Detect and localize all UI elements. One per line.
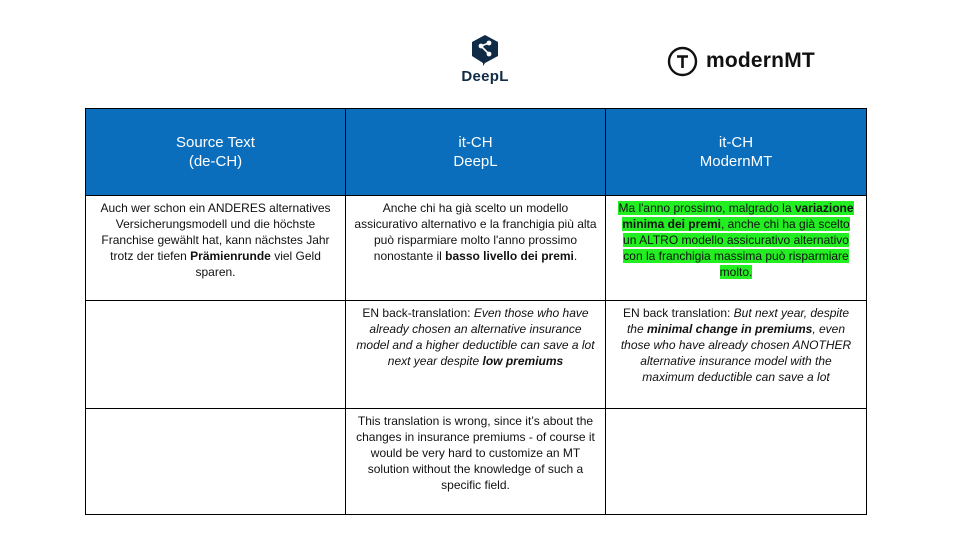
modernmt-translation-cell: [606, 196, 867, 301]
modernmt-logo-icon: [667, 46, 698, 77]
modernmt-translation-pre: Ma l'anno prossimo, malgrado la: [618, 201, 795, 215]
modernmt-back-translation-label: EN back translation:: [622, 306, 734, 320]
deepl-back-translation-bold: low premiums: [482, 354, 564, 368]
table-row: [86, 196, 867, 301]
deepl-back-translation-text: Even those who have already chosen an alternative insurance model and a higher deductible can save a lot next year despite: [356, 306, 595, 368]
modernmt-logo: [667, 45, 815, 77]
deepl-translation-post: .: [573, 249, 578, 263]
header-row: [86, 109, 867, 196]
modernmt-back-translation-post: , even those who have already chosen ANOTHER alternative insurance model with the maximum deductible can save a lot: [620, 322, 852, 384]
header-deepl-line1: it-CH: [458, 134, 493, 151]
modernmt-logo-text: modernMT: [706, 49, 815, 72]
header-modernmt: [606, 109, 867, 196]
empty-cell: [86, 301, 346, 409]
table-row: [86, 301, 867, 409]
deepl-back-translation-label: EN back-translation:: [362, 306, 474, 320]
source-text-bold: Prämienrunde: [190, 249, 271, 263]
comparison-table: [85, 108, 867, 515]
header-source-line2: (de-CH): [188, 153, 243, 170]
source-text-pre: Auch wer schon ein ANDERES alternatives Versicherungsmodell und die höchste Franchise gewählt hat, kann nächstes Jahr trotz der tiefen: [100, 201, 331, 263]
modernmt-back-translation-bold: minimal change in premiums: [646, 322, 813, 336]
modernmt-back-translation-cell: [606, 301, 867, 409]
header-source-line1: Source Text: [176, 134, 255, 151]
deepl-translation-pre: Anche chi ha già scelto un modello assicurativo alternativo e la franchigia più alta può risparmiare molto l'anno prossimo nonostante il: [354, 201, 597, 263]
deepl-logo-icon: [470, 34, 500, 66]
modernmt-translation-post: , anche chi ha già scelto un ALTRO modello assicurativo alternativo con la franchigia massima può risparmiare molto.: [623, 217, 850, 279]
modernmt-back-translation-pre: But next year, despite the: [626, 306, 850, 336]
header-modernmt-line2: ModernMT: [699, 153, 773, 170]
deepl-translation-bold: basso livello dei premi: [445, 249, 574, 263]
header-modernmt-line1: it-CH: [718, 134, 754, 151]
header-deepl-line2: DeepL: [453, 153, 498, 170]
source-text-post: viel Geld sparen.: [195, 249, 321, 279]
deepl-comment-cell: This translation is wrong, since it’s about the changes in insurance premiums - of course it would be very hard to customize an MT solution without the knowledge of such a specific field.: [346, 409, 606, 515]
deepl-logo: [455, 34, 515, 84]
empty-cell: [86, 409, 346, 515]
empty-cell: [606, 409, 867, 515]
deepl-translation-cell: [346, 196, 606, 301]
source-text-cell: [86, 196, 346, 301]
table-row: [86, 409, 867, 515]
header-source: [86, 109, 346, 196]
modernmt-translation-bold: variazione minima dei premi: [622, 201, 854, 231]
header-deepl: [346, 109, 606, 196]
deepl-logo-text: DeepL: [461, 68, 509, 85]
deepl-back-translation-cell: [346, 301, 606, 409]
